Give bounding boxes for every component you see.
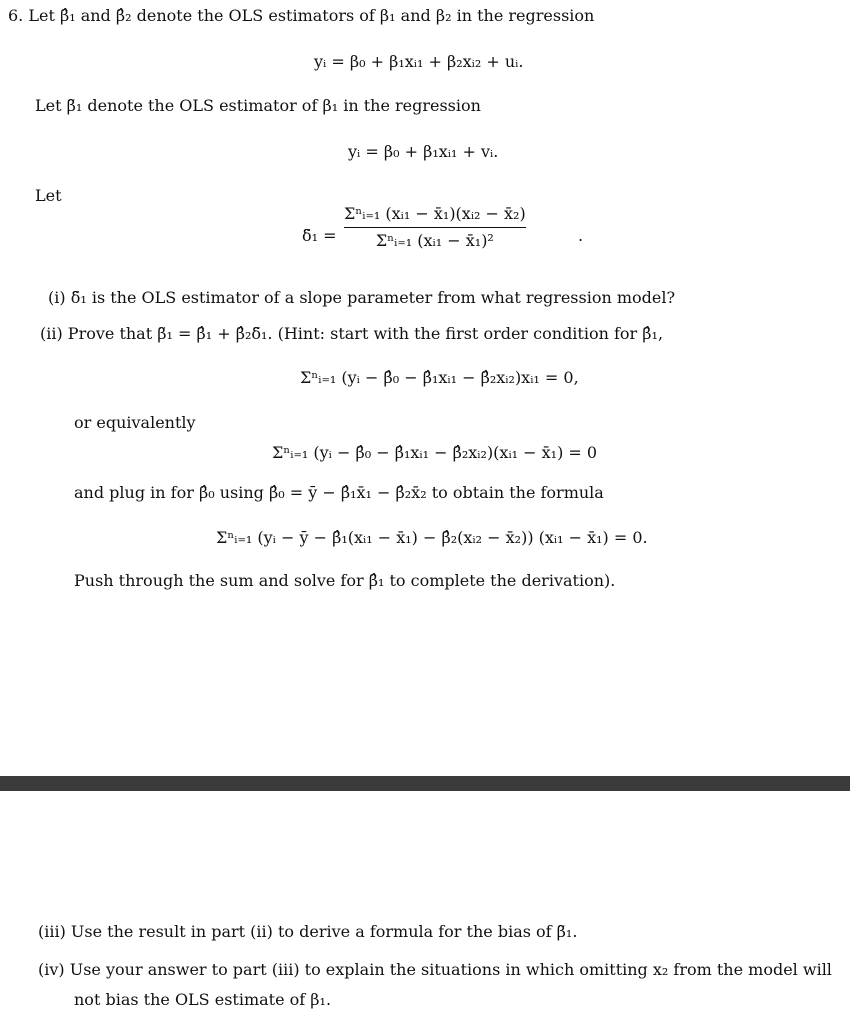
full-regression-equation: yᵢ = β₀ + β₁xᵢ₁ + β₂xᵢ₂ + uᵢ. (314, 52, 524, 71)
part-ii: (ii) Prove that β̃₁ = β̂₁ + β̂₂δ̃₁. (Hint: start with the first order condition for β̂₁, (40, 324, 664, 343)
problem-intro: 6. Let β̂₁ and β̂₂ denote the OLS estimators of β₁ and β₂ in the regression (8, 6, 595, 25)
part-iii: (iii) Use the result in part (ii) to derive a formula for the bias of β̃₁. (38, 922, 578, 941)
or-equivalently: or equivalently (74, 413, 196, 432)
let-label: Let (35, 186, 62, 205)
first-order-condition-centered: Σⁿᵢ₌₁ (yᵢ − β̂₀ − β̂₁xᵢ₁ − β̂₂xᵢ₂)(xᵢ₁ − x̄₁) = 0 (272, 443, 598, 462)
push-through-instruction: Push through the sum and solve for β̂₁ to complete the derivation). (74, 571, 616, 590)
short-regression-equation: yᵢ = β₀ + β₁xᵢ₁ + vᵢ. (348, 142, 499, 161)
part-iv-line2: not bias the OLS estimate of β₁. (74, 990, 332, 1009)
derivation-formula: Σⁿᵢ₌₁ (yᵢ − ȳ − β̂₁(xᵢ₁ − x̄₁) − β̂₂(xᵢ₂ − x̄₂)) (xᵢ₁ − x̄₁) = 0. (216, 528, 648, 547)
fraction-bar (344, 227, 526, 228)
delta-period: . (578, 226, 584, 245)
part-iv-line1: (iv) Use your answer to part (iii) to explain the situations in which omitting x₂ from the model will (38, 960, 832, 979)
delta-denominator: Σⁿᵢ₌₁ (xᵢ₁ − x̄₁)² (375, 231, 494, 250)
section-divider (0, 776, 850, 791)
plug-in-instruction: and plug in for β̂₀ using β̂₀ = ȳ − β̂₁x̄₁ − β̂₂x̄₂ to obtain the formula (74, 483, 604, 502)
delta-fraction (344, 203, 526, 252)
first-order-condition: Σⁿᵢ₌₁ (yᵢ − β̂₀ − β̂₁xᵢ₁ − β̂₂xᵢ₂)xᵢ₁ = 0, (300, 368, 579, 387)
short-regression-intro: Let β̃₁ denote the OLS estimator of β₁ in the regression (35, 96, 481, 115)
delta-lhs: δ̃₁ = (302, 226, 337, 245)
part-i: (i) δ̃₁ is the OLS estimator of a slope parameter from what regression model? (48, 288, 676, 307)
delta-numerator: Σⁿᵢ₌₁ (xᵢ₁ − x̄₁)(xᵢ₂ − x̄₂) (344, 204, 526, 223)
